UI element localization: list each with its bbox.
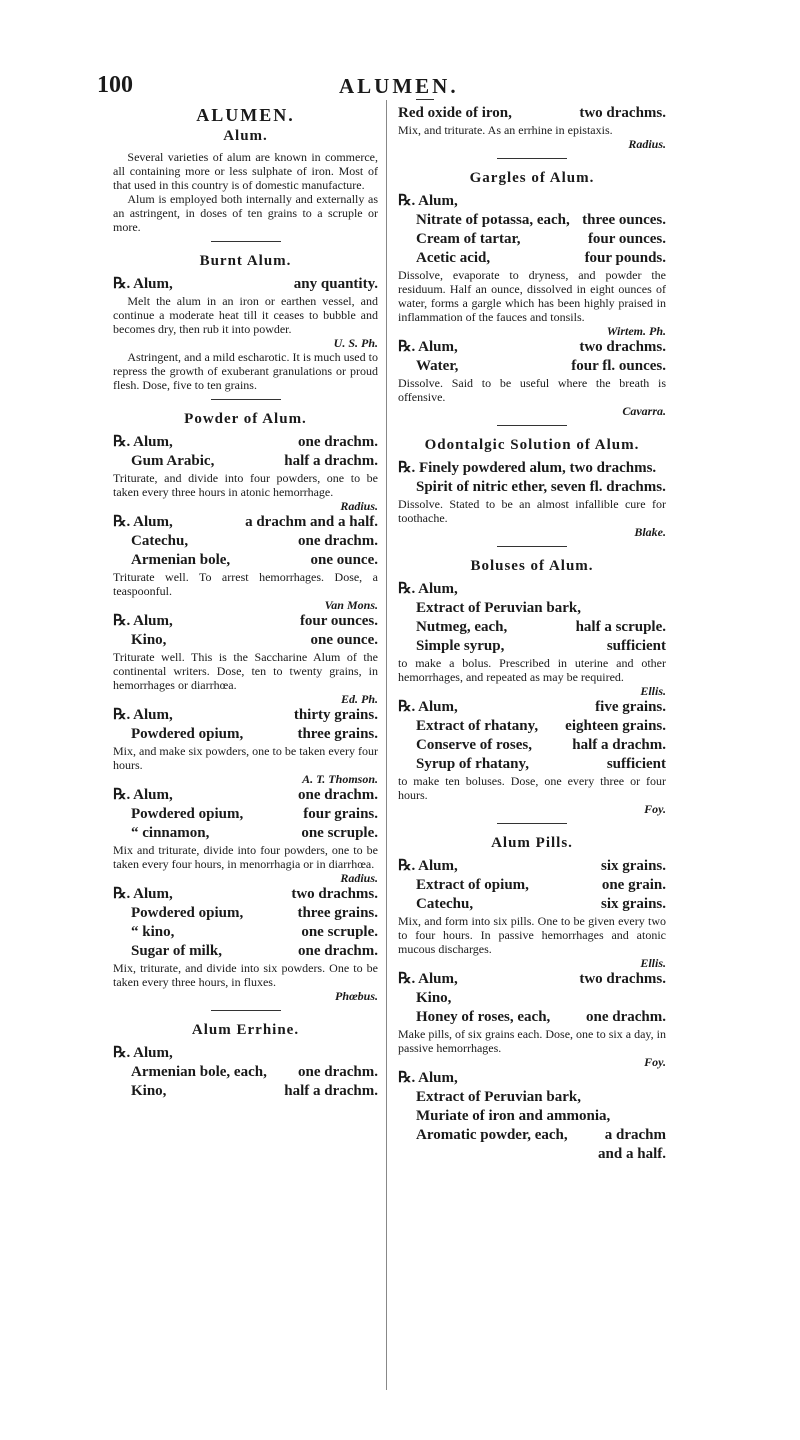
ingredient-qty: one drachm. xyxy=(298,533,378,549)
ingredient-name: Gum Arabic, xyxy=(131,453,215,469)
ingredient-line xyxy=(113,513,378,532)
directions: Melt the alum in an iron or earthen vessel, and continue a moderate heat till it ceases to bubble and becomes dry, then rub it into powder. xyxy=(113,294,378,336)
author: Wirtem. Ph. xyxy=(606,324,666,338)
ingredient-name: Powdered opium, xyxy=(131,806,244,822)
heading-alum-pills: Alum Pills. xyxy=(491,835,573,851)
ingredient-qty: sufficient xyxy=(606,756,666,772)
ingredient-line xyxy=(113,433,378,452)
author: Radius. xyxy=(340,499,378,513)
page-number: 100 xyxy=(97,72,133,98)
author: Foy. xyxy=(644,802,666,816)
author: U. S. Ph. xyxy=(333,336,378,350)
heading-powder-of-alum: Powder of Alum. xyxy=(184,411,307,427)
ingredient-name: Extract of rhatany, xyxy=(416,718,539,734)
ingredient-line xyxy=(398,717,666,736)
ingredient-qty: eighteen grains. xyxy=(565,718,666,734)
ingredient-line xyxy=(398,1008,666,1027)
ingredient-qty: one drachm. xyxy=(586,1009,666,1025)
directions: Mix, and triturate. As an errhine in epistaxis. xyxy=(398,123,613,137)
ingredient-qty: three grains. xyxy=(297,726,378,742)
ingredient-line xyxy=(113,1082,378,1101)
ingredient-line xyxy=(113,612,378,631)
author: Ed. Ph. xyxy=(340,692,378,706)
author: Ellis. xyxy=(640,684,666,698)
ingredient-qty: half a drachm. xyxy=(284,453,378,469)
ingredient-name: Extract of Peruvian bark, xyxy=(416,600,581,616)
ingredient-qty: one scruple. xyxy=(301,924,378,940)
ingredient-line xyxy=(113,551,378,570)
intro-paragraph: Alum is employed both internally and externally as an astringent, in doses of ten grains to a scruple or more. xyxy=(113,192,378,234)
ingredient-qty: three ounces. xyxy=(582,212,666,228)
ingredient-line xyxy=(113,942,378,961)
directions: Triturate well. This is the Saccharine Alum of the continental writers. Dose, ten to twenty grains, in hemorrhages or diarrhœa. xyxy=(113,650,378,692)
directions: Astringent, and a mild escharotic. It is much used to repress the growth of exuberant granulations or proud flesh. Dose, five to ten grains. xyxy=(113,350,378,392)
ingredient-line xyxy=(398,338,666,357)
ingredient-qty: four ounces. xyxy=(299,613,378,629)
ingredient-line xyxy=(113,1063,378,1082)
author: Van Mons. xyxy=(324,598,378,612)
ingredient-line xyxy=(398,478,666,497)
ingredient-line xyxy=(398,857,666,876)
divider xyxy=(211,399,281,400)
ingredient-name: Powdered opium, xyxy=(131,726,244,742)
ingredient-line xyxy=(398,637,666,656)
ingredient-name: Catechu, xyxy=(416,896,474,912)
ingredient-name: Nutmeg, each, xyxy=(416,619,508,635)
ingredient-line xyxy=(398,618,666,637)
ingredient-name: Aromatic powder, each, xyxy=(416,1127,568,1143)
directions: Mix and triturate, divide into four powders, one to be taken every four hours, in menorrhagia or in diarrhœa. xyxy=(113,843,378,871)
heading-alum-errhine: Alum Errhine. xyxy=(191,1022,300,1038)
directions: Mix, and form into six pills. One to be given every two to four hours. In passive hemorrhages and atonic mucous discharges. xyxy=(398,914,666,956)
column-divider xyxy=(386,100,387,1390)
ingredient-name: Nitrate of potassa, each, xyxy=(416,212,570,228)
ingredient-line xyxy=(398,970,666,989)
header-ornament xyxy=(416,99,434,100)
ingredient-name: ℞. Alum, xyxy=(398,581,458,597)
section-title: ALUMEN. xyxy=(196,105,295,125)
ingredient-qty: two drachms. xyxy=(291,886,378,902)
ingredient-line xyxy=(398,989,666,1008)
ingredient-name: ℞. Alum, xyxy=(398,1070,458,1086)
ingredient-name: ℞. Alum, xyxy=(398,193,458,209)
ingredient-qty: four grains. xyxy=(303,806,378,822)
intro-paragraph: Several varieties of alum are known in commerce, all containing more or less sulphate of iron. Most of that used in this country is of domestic manufacture. xyxy=(113,150,378,192)
ingredient-name: Red oxide of iron, xyxy=(398,105,512,121)
author: Foy. xyxy=(644,1055,666,1069)
ingredient-line xyxy=(398,211,666,230)
ingredient-line xyxy=(113,824,378,843)
ingredient-name: Conserve of roses, xyxy=(416,737,532,753)
ingredient-qty: sufficient xyxy=(606,638,666,654)
ingredient-line xyxy=(113,631,378,650)
ingredient-line xyxy=(398,249,666,268)
ingredient-name: ℞. Alum, xyxy=(398,699,458,715)
ingredient-line xyxy=(113,532,378,551)
ingredient-name: Kino, xyxy=(131,632,167,648)
ingredient-line xyxy=(398,698,666,717)
page-header xyxy=(0,70,800,100)
directions: Triturate well. To arrest hemorrhages. Dose, a teaspoonful. xyxy=(113,570,378,598)
heading-burnt-alum: Burnt Alum. xyxy=(199,253,292,269)
directions: Make pills, of six grains each. Dose, one to six a day, in passive hemorrhages. xyxy=(398,1027,666,1055)
directions: Triturate, and divide into four powders, one to be taken every three hours in atonic hemorrhage. xyxy=(113,471,378,499)
ingredient-name: ℞. Alum, xyxy=(113,613,173,629)
running-head: ALUMEN. xyxy=(339,74,459,98)
ingredient-qty: four pounds. xyxy=(584,250,666,266)
ingredient-line xyxy=(113,805,378,824)
directions: to make a bolus. Prescribed in uterine and other hemorrhages, and repeated as may be required. xyxy=(398,656,666,684)
ingredient-line xyxy=(113,885,378,904)
ingredient-qty: one drachm. xyxy=(298,787,378,803)
ingredient-line xyxy=(113,725,378,744)
ingredient-name: ℞. Alum, xyxy=(398,858,458,874)
ingredient-line xyxy=(398,1069,666,1088)
ingredient-name: Extract of opium, xyxy=(416,877,529,893)
ingredient-qty: six grains. xyxy=(600,896,666,912)
ingredient-line xyxy=(398,459,666,478)
ingredient-line xyxy=(398,104,666,123)
author: Phœbus. xyxy=(334,989,378,1003)
ingredient-qty: any quantity. xyxy=(293,276,378,292)
ingredient-line xyxy=(398,1088,666,1107)
divider xyxy=(211,1010,281,1011)
ingredient-qty: two drachms. xyxy=(579,339,666,355)
directions: Dissolve. Stated to be an almost infallible cure for toothache. xyxy=(398,497,666,525)
heading-gargles: Gargles of Alum. xyxy=(469,170,595,186)
ingredient-qty: one drachm. xyxy=(298,943,378,959)
ingredient-name: Spirit of nitric ether, seven fl. drachms. xyxy=(416,479,666,495)
ingredient-name: Catechu, xyxy=(131,533,189,549)
directions: Mix, triturate, and divide into six powders. One to be taken every three hours, in fluxes. xyxy=(113,961,378,989)
ingredient-line xyxy=(398,230,666,249)
ingredient-name: Kino, xyxy=(131,1083,167,1099)
ingredient-name: Extract of Peruvian bark, xyxy=(416,1089,581,1105)
ingredient-qty: one scruple. xyxy=(301,825,378,841)
ingredient-name: “ cinnamon, xyxy=(131,825,210,841)
ingredient-name: ℞. Alum, xyxy=(113,276,173,292)
author: Radius. xyxy=(628,137,666,151)
directions: to make ten boluses. Dose, one every three or four hours. xyxy=(398,774,666,802)
ingredient-qty: and a half. xyxy=(598,1146,666,1162)
ingredient-qty: a drachm and a half. xyxy=(245,514,378,530)
ingredient-line xyxy=(113,452,378,471)
ingredient-name: Sugar of milk, xyxy=(131,943,222,959)
ingredient-name: Cream of tartar, xyxy=(416,231,521,247)
ingredient-line xyxy=(113,1044,378,1063)
ingredient-line xyxy=(113,706,378,725)
ingredient-qty: one drachm. xyxy=(298,1064,378,1080)
ingredient-qty: thirty grains. xyxy=(293,707,378,723)
ingredient-name: Syrup of rhatany, xyxy=(416,756,529,772)
ingredient-line xyxy=(398,895,666,914)
directions: Dissolve. Said to be useful where the breath is offensive. xyxy=(398,376,666,404)
ingredient-line xyxy=(113,923,378,942)
ingredient-line xyxy=(398,736,666,755)
ingredient-name: Kino, xyxy=(416,990,452,1006)
ingredient-qty: one grain. xyxy=(601,877,666,893)
ingredient-name: ℞. Alum, xyxy=(113,707,173,723)
ingredient-name: ℞. Alum, xyxy=(113,787,173,803)
ingredient-name: ℞. Alum, xyxy=(113,886,173,902)
ingredient-name: Muriate of iron and ammonia, xyxy=(416,1108,611,1124)
ingredient-name: Armenian bole, each, xyxy=(131,1064,267,1080)
ingredient-name: ℞. Alum, xyxy=(113,514,173,530)
ingredient-line xyxy=(398,1126,666,1145)
ingredient-name: ℞. Alum, xyxy=(113,434,173,450)
ingredient-name: ℞. Alum, xyxy=(113,1045,173,1061)
ingredient-line xyxy=(398,876,666,895)
ingredient-line xyxy=(398,755,666,774)
ingredient-name: Powdered opium, xyxy=(131,905,244,921)
right-column xyxy=(398,104,666,1164)
ingredient-qty: two drachms. xyxy=(579,105,666,121)
ingredient-qty: five grains. xyxy=(595,699,666,715)
ingredient-name: ℞. Finely powdered alum, two drachms. xyxy=(398,460,657,476)
author: Cavarra. xyxy=(622,404,666,418)
ingredient-qty: four fl. ounces. xyxy=(571,358,666,374)
ingredient-name: Armenian bole, xyxy=(131,552,231,568)
ingredient-qty: four ounces. xyxy=(587,231,666,247)
ingredient-qty: two drachms. xyxy=(579,971,666,987)
ingredient-qty: one drachm. xyxy=(298,434,378,450)
ingredient-line xyxy=(113,786,378,805)
ingredient-line xyxy=(398,599,666,618)
ingredient-line xyxy=(398,1107,666,1126)
divider xyxy=(497,158,567,159)
directions: Dissolve, evaporate to dryness, and powder the residuum. Half an ounce, dissolved in eight ounces of water, forms a gargle which has been highly praised in inflammation of the fauces and tonsils. xyxy=(398,268,666,324)
ingredient-qty: half a drachm. xyxy=(284,1083,378,1099)
divider xyxy=(497,425,567,426)
ingredient-qty: half a drachm. xyxy=(572,737,666,753)
ingredient-qty: six grains. xyxy=(600,858,666,874)
divider xyxy=(497,546,567,547)
section-subtitle: Alum. xyxy=(223,128,268,144)
author: Radius. xyxy=(340,871,378,885)
ingredient-name: “ kino, xyxy=(131,924,175,940)
ingredient-line xyxy=(398,580,666,599)
author: Blake. xyxy=(634,525,666,539)
ingredient-qty: a drachm xyxy=(604,1127,666,1143)
ingredient-qty: half a scruple. xyxy=(575,619,666,635)
heading-odontalgic: Odontalgic Solution of Alum. xyxy=(424,437,640,453)
author: Ellis. xyxy=(640,956,666,970)
ingredient-line xyxy=(398,357,666,376)
divider xyxy=(497,823,567,824)
divider xyxy=(211,241,281,242)
ingredient-qty: one ounce. xyxy=(310,552,378,568)
ingredient-line xyxy=(398,192,666,211)
left-column xyxy=(113,104,378,1101)
ingredient-line xyxy=(113,275,378,294)
ingredient-name: Water, xyxy=(416,358,459,374)
ingredient-name: Simple syrup, xyxy=(416,638,505,654)
ingredient-name: Acetic acid, xyxy=(416,250,491,266)
ingredient-name: ℞. Alum, xyxy=(398,971,458,987)
heading-boluses: Boluses of Alum. xyxy=(470,558,594,574)
author: A. T. Thomson. xyxy=(302,772,378,786)
ingredient-line xyxy=(113,904,378,923)
ingredient-qty: one ounce. xyxy=(310,632,378,648)
ingredient-name: Honey of roses, each, xyxy=(416,1009,551,1025)
directions: Mix, and make six powders, one to be taken every four hours. xyxy=(113,744,378,772)
ingredient-name: ℞. Alum, xyxy=(398,339,458,355)
ingredient-line xyxy=(398,1145,666,1164)
ingredient-qty: three grains. xyxy=(297,905,378,921)
